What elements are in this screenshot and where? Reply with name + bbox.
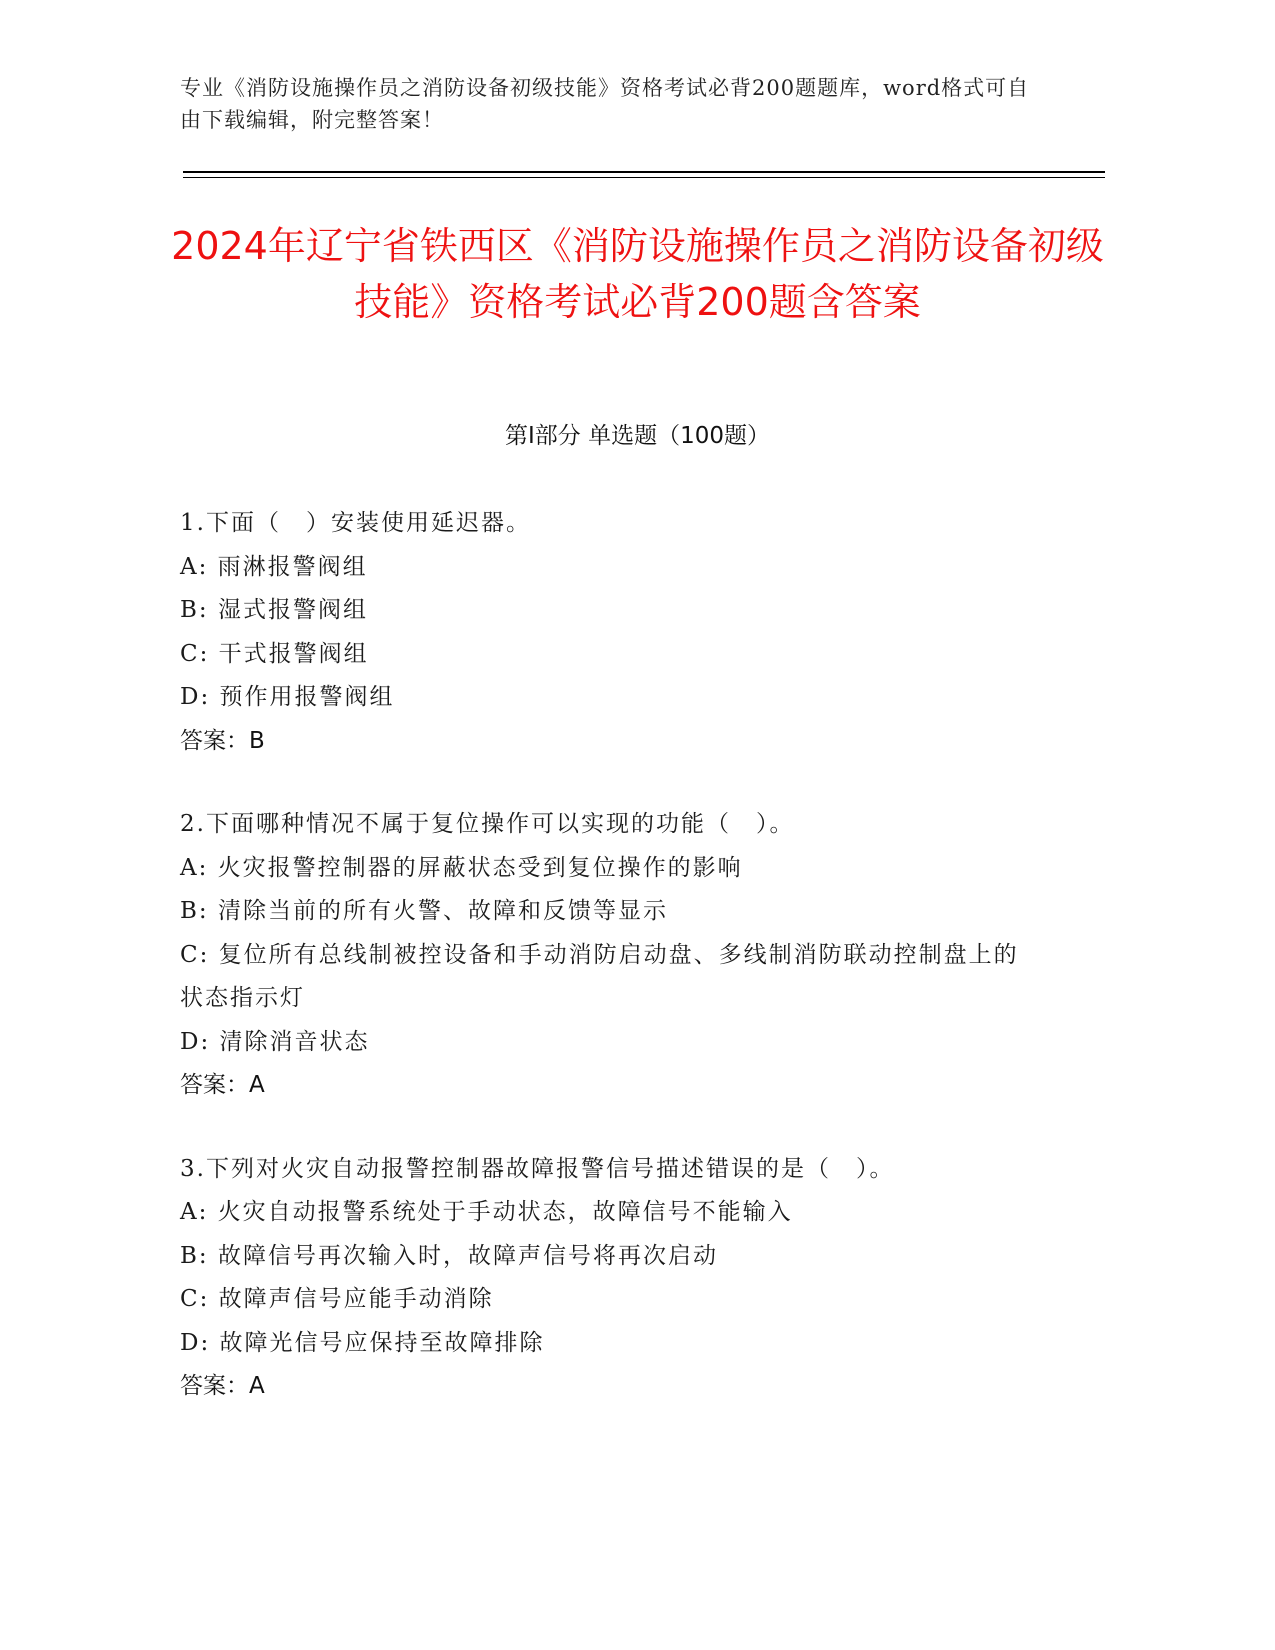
option-b: B: 故障信号再次输入时，故障声信号将再次启动 xyxy=(180,1242,718,1269)
question-stem: 1.下面（ ）安装使用延迟器。 xyxy=(180,510,531,536)
question-1 xyxy=(180,502,1040,763)
question-stem: 3.下列对火灾自动报警控制器故障报警信号描述错误的是（ ）。 xyxy=(180,1155,895,1182)
question-2 xyxy=(180,803,1040,1108)
option-a: A: 雨淋报警阀组 xyxy=(180,553,368,580)
page-header: 专业《消防设施操作员之消防设备初级技能》资格考试必背200题题库，word格式可自由下载编辑，附完整答案！ xyxy=(180,76,1030,132)
option-c: C: 复位所有总线制被控设备和手动消防启动盘、多线制消防联动控制盘上的状态指示灯 xyxy=(180,941,1019,1011)
question-stem: 2.下面哪种情况不属于复位操作可以实现的功能（ ）。 xyxy=(180,811,795,837)
option-d: D: 故障光信号应保持至故障排除 xyxy=(180,1329,545,1356)
answer: 答案：A xyxy=(180,1373,265,1399)
option-b: B: 湿式报警阀组 xyxy=(180,597,368,623)
option-d: D: 预作用报警阀组 xyxy=(180,684,395,710)
option-c: C: 干式报警阀组 xyxy=(180,640,369,667)
document-title: 2024年辽宁省铁西区《消防设施操作员之消防设备初级技能》资格考试必背200题含答案 xyxy=(171,224,1104,324)
section-heading: 第Ⅰ部分 单选题（100题） xyxy=(505,423,770,449)
answer: 答案：B xyxy=(180,727,265,754)
answer: 答案：A xyxy=(180,1072,265,1098)
header-divider-thin xyxy=(183,177,1105,178)
header-divider-thick xyxy=(183,171,1105,173)
question-list xyxy=(180,502,1040,1449)
option-a: A: 火灾自动报警系统处于手动状态，故障信号不能输入 xyxy=(180,1199,793,1225)
option-c: C: 故障声信号应能手动消除 xyxy=(180,1286,494,1312)
option-b: B: 清除当前的所有火警、故障和反馈等显示 xyxy=(180,898,668,924)
option-a: A: 火灾报警控制器的屏蔽状态受到复位操作的影响 xyxy=(180,854,743,881)
option-d: D: 清除消音状态 xyxy=(180,1028,370,1055)
question-3 xyxy=(180,1148,1040,1409)
